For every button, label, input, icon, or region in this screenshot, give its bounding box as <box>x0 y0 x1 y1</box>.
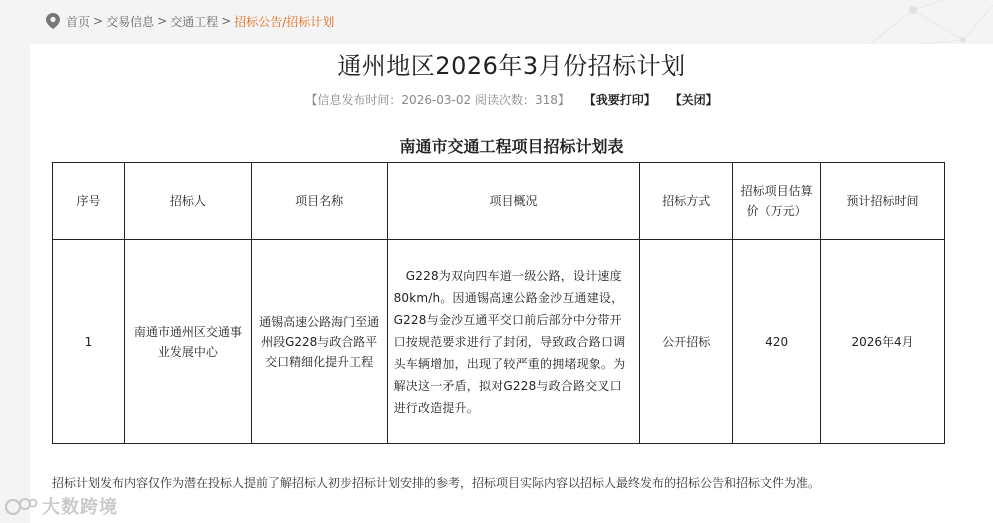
header-overview: 项目概况 <box>387 163 640 240</box>
close-button[interactable]: 【关闭】 <box>669 93 718 107</box>
header-time: 预计招标时间 <box>821 163 945 240</box>
cell-tenderer: 南通市通州区交通事业发展中心 <box>124 240 251 444</box>
header-tenderer: 招标人 <box>124 163 251 240</box>
breadcrumb-current-page[interactable]: 招标公告/招标计划 <box>234 14 335 29</box>
cell-time: 2026年4月 <box>821 240 945 444</box>
cell-overview: G228为双向四车道一级公路，设计速度80km/h。因通锡高速公路金沙互通建设，G228与金沙互通平交口前后部分中分带开口按规范要求进行了封闭，导致政合路口调头车辆增加，出现了较严重的拥堵现象。为解决这一矛盾，拟对G228与政合路交叉口进行改造提升。 <box>387 240 640 444</box>
breadcrumb-trading-info-link[interactable]: 交易信息 <box>106 14 155 29</box>
page-title: 通州地区2026年3月份招标计划 <box>337 52 686 80</box>
brand-logo-icon <box>4 495 38 517</box>
cell-index: 1 <box>53 240 125 444</box>
header-index: 序号 <box>53 163 125 240</box>
cell-method: 公开招标 <box>640 240 733 444</box>
table-title: 南通市交通工程项目招标计划表 <box>399 137 624 156</box>
breadcrumb-home-link[interactable]: 首页 <box>66 14 91 29</box>
breadcrumb-separator: > <box>221 14 232 28</box>
article-panel <box>30 44 993 523</box>
tender-plan-table <box>52 162 945 444</box>
print-button[interactable]: 【我要打印】 <box>583 93 656 107</box>
location-pin-icon <box>46 13 60 29</box>
publish-info: 【信息发布时间：2026-03-02 阅读次数：318】 <box>305 93 570 107</box>
cell-project-name: 通锡高速公路海门至通州段G228与政合路平交口精细化提升工程 <box>251 240 387 444</box>
watermark <box>4 494 118 518</box>
article-meta <box>30 92 993 108</box>
breadcrumb <box>46 12 334 30</box>
header-estimate: 招标项目估算价（万元） <box>733 163 821 240</box>
breadcrumb-traffic-engineering-link[interactable]: 交通工程 <box>170 14 219 29</box>
table-header-row <box>53 163 945 240</box>
disclaimer-note: 招标计划发布内容仅作为潜在投标人提前了解招标人初步招标计划安排的参考，招标项目实际内容以招标人最终发布的招标公告和招标文件为准。 <box>52 476 821 490</box>
breadcrumb-separator: > <box>157 14 168 28</box>
watermark-text: 大数跨境 <box>42 497 118 518</box>
header-project-name: 项目名称 <box>251 163 387 240</box>
header-method: 招标方式 <box>640 163 733 240</box>
table-row <box>53 240 945 444</box>
breadcrumb-separator: > <box>93 14 104 28</box>
cell-estimate: 420 <box>733 240 821 444</box>
